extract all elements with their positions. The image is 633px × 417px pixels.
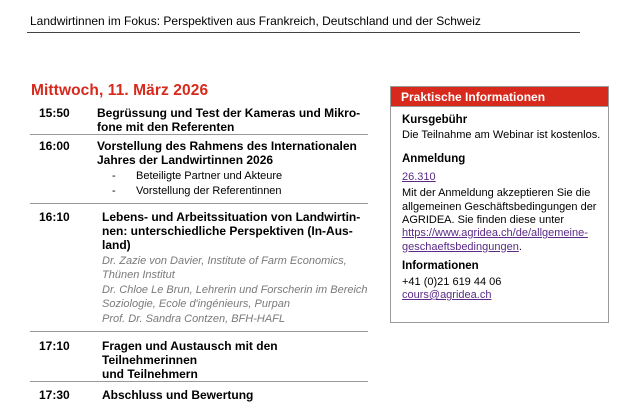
registration-label: Anmeldung	[402, 153, 466, 165]
session-title: Abschluss und Bewertung	[102, 388, 254, 402]
session-time: 15:50	[39, 106, 70, 120]
session-time: 16:10	[39, 210, 70, 224]
contact-label: Informationen	[402, 260, 479, 272]
terms-link[interactable]: https://www.agridea.ch/de/allgemeine-	[402, 227, 588, 239]
session-time: 16:00	[39, 139, 70, 153]
session-title: Fragen und Austausch mit den Teilnehmerinnen und Teilnehmern	[102, 339, 278, 381]
contact-phone: +41 (0)21 619 44 06	[402, 276, 502, 288]
contact-email-row	[402, 289, 607, 303]
speaker-contzen: Prof. Dr. Sandra Contzen, BFH-HAFL	[102, 313, 285, 325]
panel-heading: Praktische Informationen	[401, 90, 546, 104]
session-divider	[30, 381, 368, 382]
speaker-le-brun: Dr. Chloe Le Brun, Lehrerin und Forscherin im Bereich Soziologie, Ecole d'ingénieurs, Purpan	[102, 284, 368, 310]
session-time: 17:10	[39, 339, 70, 353]
list-item: - Beteiligte Partner und Akteure	[112, 170, 283, 182]
session-title: Lebens- und Arbeitssituation von Landwirtin- nen: unterschiedliche Perspektiven (In-Aus- land)	[102, 210, 361, 252]
session-divider	[30, 331, 368, 332]
session-time: 17:30	[39, 388, 70, 402]
terms-link-suffix: .	[518, 240, 522, 253]
terms-link-cont[interactable]: geschaeftsbedingungen	[402, 240, 519, 253]
registration-code-row	[402, 171, 607, 185]
session-1600-bullets	[112, 169, 282, 198]
session-divider	[30, 203, 368, 204]
program-date: Mittwoch, 11. März 2026	[31, 82, 209, 99]
fee-text: Die Teilnahme am Webinar ist kostenlos.	[402, 129, 601, 141]
session-title: Begrüssung und Test der Kameras und Mikro- fone mit den Referenten	[97, 106, 361, 134]
registration-text: Mit der Anmeldung akzeptieren Sie die allgemeinen Geschäftsbedingungen der AGRIDEA. Sie finden diese unter	[402, 187, 597, 226]
fee-label: Kursgebühr	[402, 114, 468, 126]
session-divider	[30, 134, 368, 135]
contact-email-link[interactable]: cours@agridea.ch	[402, 289, 492, 301]
header-divider	[27, 32, 580, 33]
practical-info-panel	[390, 86, 609, 323]
speaker-von-davier: Dr. Zazie von Davier, Institute of Farm Economics, Thünen Institut	[102, 255, 347, 281]
registration-code-link[interactable]: 26.310	[402, 171, 436, 183]
document-header-title: Landwirtinnen im Fokus: Perspektiven aus Frankreich, Deutschland und der Schweiz	[30, 14, 481, 28]
terms-link-block	[402, 227, 607, 254]
panel-header	[391, 87, 608, 107]
list-item: - Vorstellung der Referentinnen	[112, 184, 282, 197]
session-title: Vorstellung des Rahmens des Internationalen Jahres der Landwirtinnen 2026	[97, 139, 357, 167]
